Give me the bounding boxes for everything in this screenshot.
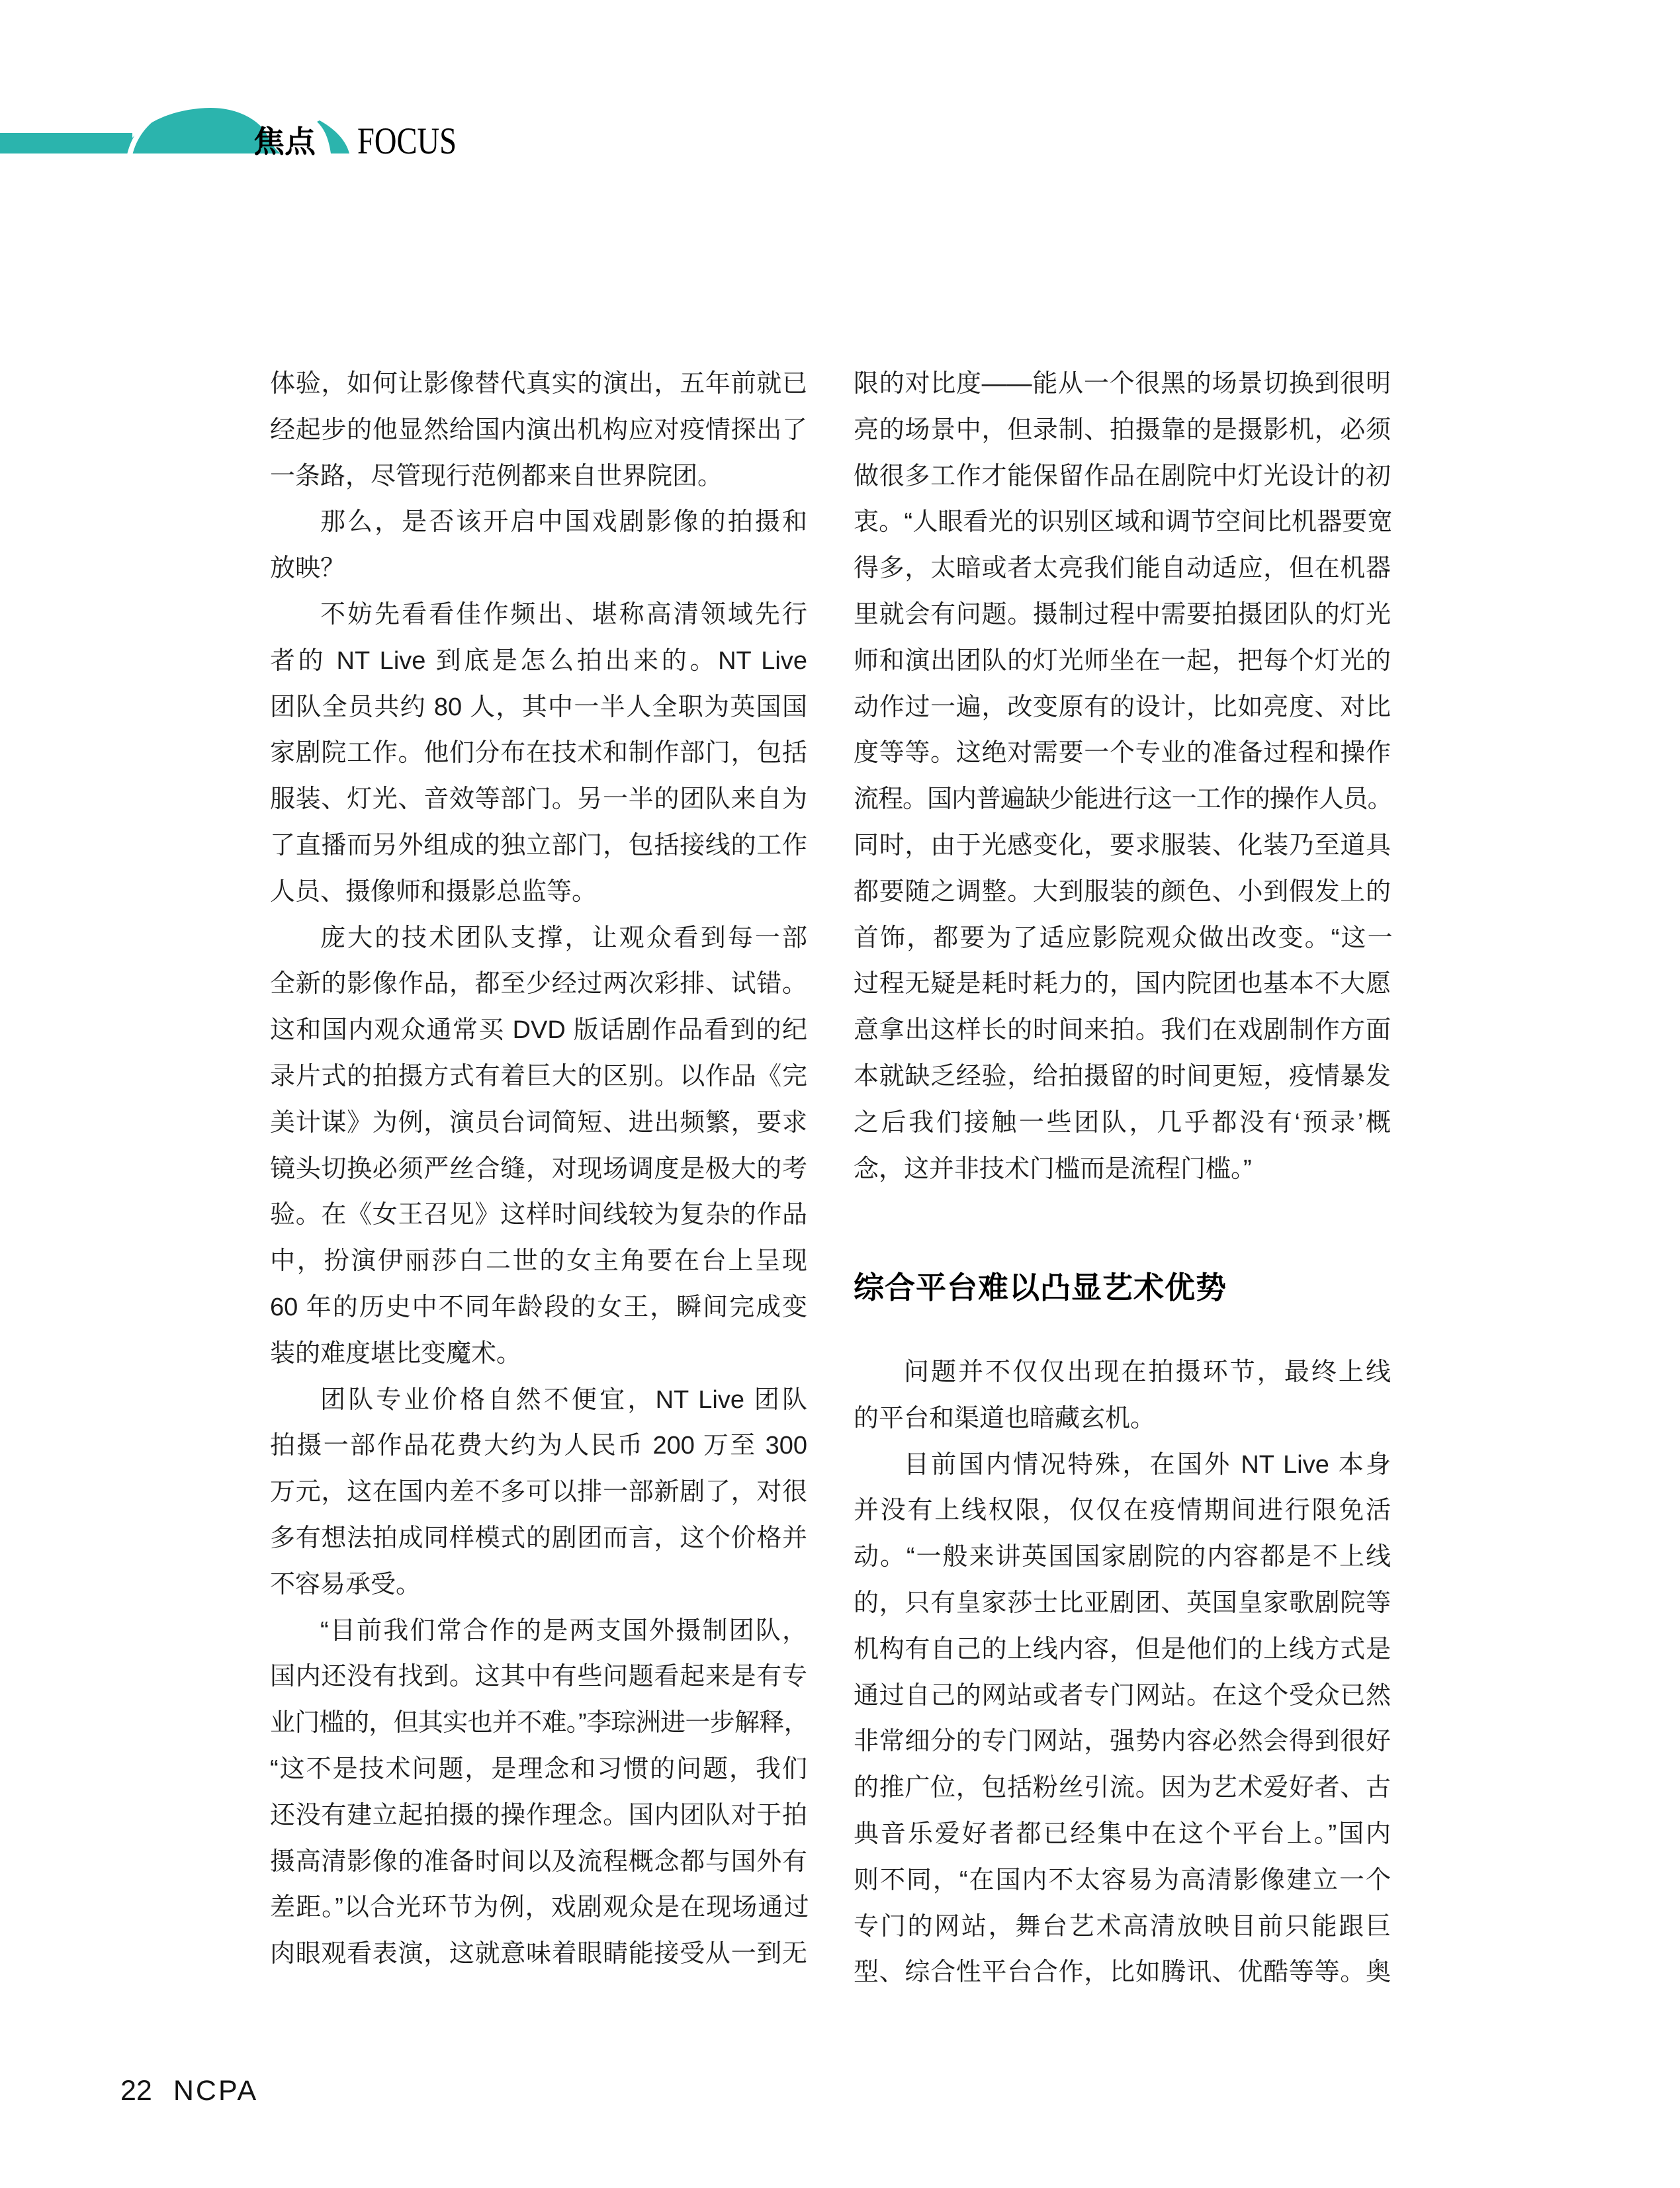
article-column-left: [270, 361, 807, 1978]
brand-name-cn: 焦点: [253, 124, 317, 159]
text-line: “目前我们常合作的是两支国外摄制团队，: [320, 1616, 807, 1645]
text-line: 验。在《女王召见》这样时间线较为复杂的作品: [270, 1201, 807, 1229]
text-line: 人员、摄像师和摄影总监等。: [270, 877, 597, 906]
text-line: 念，这并非技术门槛而是流程门槛。”: [854, 1155, 1252, 1183]
text-line: 动。“一般来讲英国国家剧院的内容都是不上线: [854, 1543, 1391, 1571]
text-line: 做很多工作才能保留作品在剧院中灯光设计的初: [854, 462, 1391, 490]
text-line: 装的难度堪比变魔术。: [270, 1339, 522, 1368]
page-footer: [120, 2075, 258, 2107]
text-line: 不容易承受。: [270, 1570, 421, 1598]
text-line: 机构有自己的上线内容，但是他们的上线方式是: [854, 1635, 1391, 1663]
text-line: 万元，这在国内差不多可以排一部新剧了，对很: [270, 1478, 807, 1507]
text-line: 团队专业价格自然不便宜，NT Live 团队: [320, 1385, 807, 1414]
text-line: 并没有上线权限，仅仅在疫情期间进行限免活: [854, 1497, 1391, 1525]
text-line: 经起步的他显然给国内演出机构应对疫情探出了: [270, 416, 807, 444]
text-line: 非常细分的专门网站，强势内容必然会得到很好: [854, 1728, 1391, 1756]
text-line: 衷。“人眼看光的识别区域和调节空间比机器要宽: [854, 508, 1391, 537]
text-line: 之后我们接触一些团队，几乎都没有‘预录’概: [854, 1108, 1391, 1137]
text-line: 的推广位，包括粉丝引流。因为艺术爱好者、古: [854, 1774, 1391, 1802]
text-line: 不妨先看看佳作频出、堪称高清领域先行: [320, 600, 807, 629]
text-line: 镜头切换必须严丝合缝，对现场调度是极大的考: [270, 1155, 807, 1183]
article-column-right-top: [854, 361, 1391, 1192]
section-heading: 综合平台难以凸显艺术优势: [854, 1270, 1227, 1305]
text-line: 业门槛的，但其实也并不难。”李琮洲进一步解释，: [270, 1709, 807, 1737]
text-line: 动作过一遍，改变原有的设计，比如亮度、对比: [854, 693, 1391, 721]
text-line: 度等等。这绝对需要一个专业的准备过程和操作: [854, 739, 1391, 767]
brand-name-en: FOCUS: [357, 120, 457, 162]
text-line: 型、综合性平台合作，比如腾讯、优酷等等。奥: [854, 1958, 1391, 1987]
text-line: 典音乐爱好者都已经集中在这个平台上。”国内: [854, 1819, 1391, 1848]
article-column-right-bottom: [854, 1350, 1391, 1996]
brand-bar: [0, 133, 132, 153]
text-line: 里就会有问题。摄制过程中需要拍摄团队的灯光: [854, 600, 1391, 629]
text-line: 者的 NT Live 到底是怎么拍出来的。NT Live: [270, 646, 807, 675]
text-line: 家剧院工作。他们分布在技术和制作部门，包括: [270, 739, 807, 767]
text-line: 中，扮演伊丽莎白二世的女主角要在台上呈现: [270, 1247, 807, 1276]
text-line: 肉眼观看表演，这就意味着眼睛能接受从一到无: [270, 1940, 807, 1968]
text-line: 那么，是否该开启中国戏剧影像的拍摄和: [320, 508, 807, 537]
text-line: 亮的场景中，但录制、拍摄靠的是摄影机，必须: [854, 416, 1391, 444]
text-line: “这不是技术问题，是理念和习惯的问题，我们: [270, 1755, 807, 1783]
text-line: 问题并不仅仅出现在拍摄环节，最终上线: [904, 1358, 1391, 1386]
text-line: 则不同，“在国内不太容易为高清影像建立一个: [854, 1866, 1391, 1894]
text-line: 服装、灯光、音效等部门。另一半的团队来自为: [270, 785, 807, 814]
text-line: 意拿出这样长的时间来拍。我们在戏剧制作方面: [854, 1016, 1391, 1045]
text-line: 拍摄一部作品花费大约为人民币 200 万至 300: [270, 1432, 807, 1460]
text-line: 全新的影像作品，都至少经过两次彩排、试错。: [270, 970, 807, 998]
text-line: 首饰，都要为了适应影院观众做出改变。“这一: [854, 924, 1391, 952]
text-line: 美计谋》为例，演员台词简短、进出频繁，要求: [270, 1108, 807, 1137]
text-line: 60 年的历史中不同年龄段的女王，瞬间完成变: [270, 1293, 807, 1321]
text-line: 体验，如何让影像替代真实的演出，五年前就已: [270, 370, 807, 398]
text-line: 一条路，尽管现行范例都来自世界院团。: [270, 462, 723, 490]
page-number: 22: [120, 2075, 152, 2107]
text-line: 通过自己的网站或者专门网站。在这个受众已然: [854, 1681, 1391, 1710]
brand-swoosh-icon: [317, 120, 349, 153]
magazine-name: NCPA: [173, 2075, 259, 2107]
text-line: 过程无疑是耗时耗力的，国内院团也基本不大愿: [854, 970, 1391, 998]
text-line: 的，只有皇家莎士比亚剧团、英国皇家歌剧院等: [854, 1589, 1391, 1617]
text-line: 流程。国内普遍缺少能进行这一工作的操作人员。: [854, 785, 1391, 814]
text-line: 本就缺乏经验，给拍摄留的时间更短，疫情暴发: [854, 1062, 1391, 1090]
text-line: 专门的网站，舞台艺术高清放映目前只能跟巨: [854, 1912, 1391, 1941]
text-line: 差距。”以合光环节为例，戏剧观众是在现场通过: [270, 1894, 807, 1922]
text-line: 都要随之调整。大到服装的颜色、小到假发上的: [854, 877, 1391, 906]
text-line: 国内还没有找到。这其中有些问题看起来是有专: [270, 1663, 807, 1691]
text-line: 目前国内情况特殊，在国外 NT Live 本身: [904, 1450, 1391, 1479]
text-line: 限的对比度——能从一个很黑的场景切换到很明: [854, 370, 1391, 398]
text-line: 的平台和渠道也暗藏玄机。: [854, 1404, 1156, 1432]
text-line: 这和国内观众通常买 DVD 版话剧作品看到的纪: [270, 1016, 807, 1045]
text-line: 放映？: [270, 554, 346, 583]
text-line: 多有想法拍成同样模式的剧团而言，这个价格并: [270, 1524, 807, 1552]
text-line: 师和演出团队的灯光师坐在一起，把每个灯光的: [854, 646, 1391, 675]
text-line: 庞大的技术团队支撑，让观众看到每一部: [320, 924, 807, 952]
text-line: 得多，太暗或者太亮我们能自动适应，但在机器: [854, 554, 1391, 583]
text-line: 摄高清影像的准备时间以及流程概念都与国外有: [270, 1847, 807, 1876]
text-line: 团队全员共约 80 人，其中一半人全职为英国国: [270, 693, 807, 721]
text-line: 录片式的拍摄方式有着巨大的区别。以作品《完: [270, 1062, 807, 1090]
brand-header: [0, 98, 503, 204]
text-line: 了直播而另外组成的独立部门，包括接线的工作: [270, 831, 807, 859]
text-line: 同时，由于光感变化，要求服装、化装乃至道具: [854, 831, 1391, 859]
text-line: 还没有建立起拍摄的操作理念。国内团队对于拍: [270, 1801, 807, 1829]
